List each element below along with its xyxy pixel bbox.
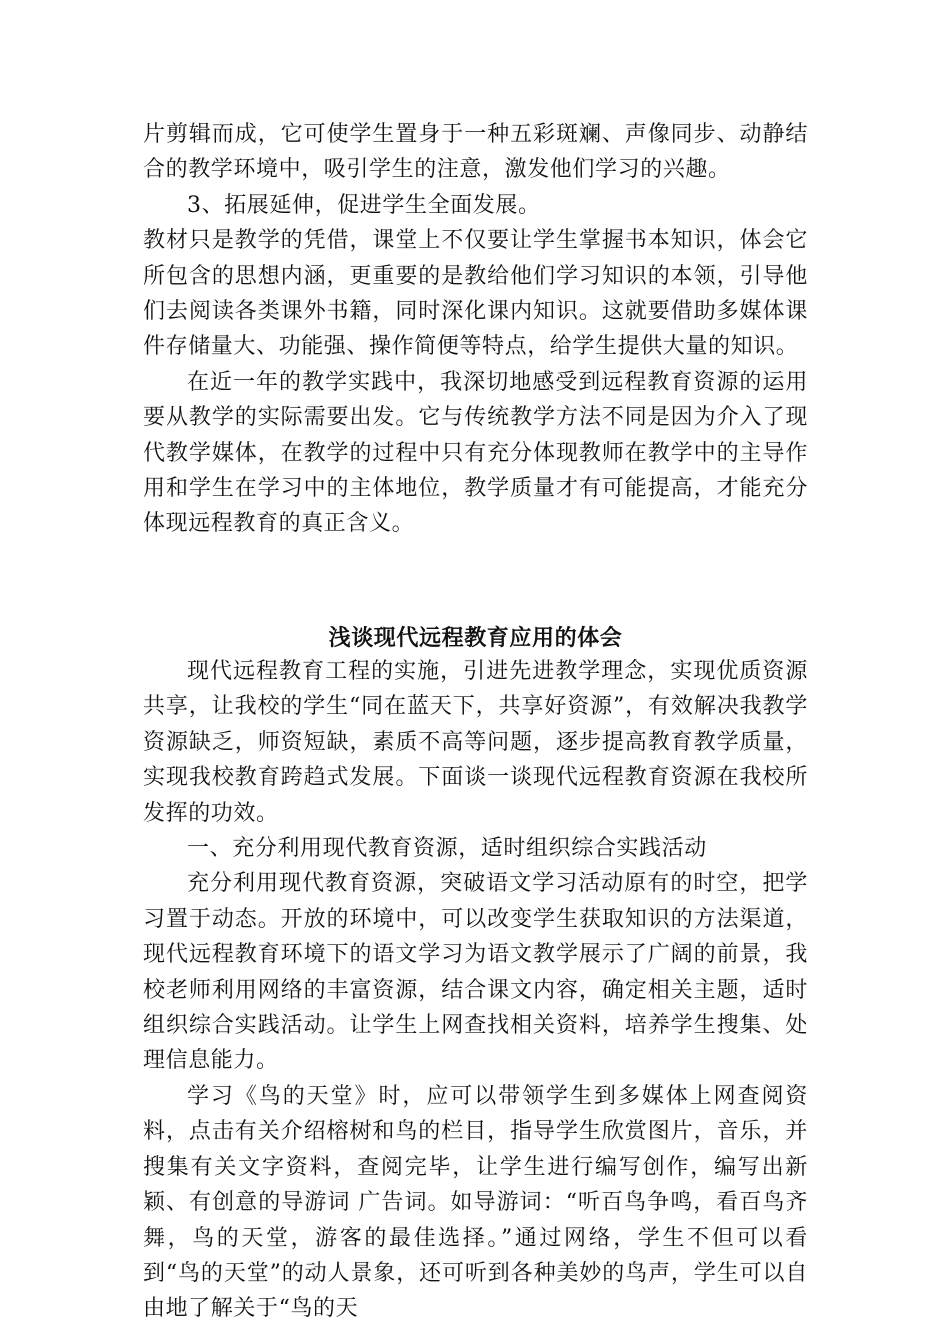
article-title: 浅谈现代远程教育应用的体会 <box>328 625 623 651</box>
previous-section-text <box>143 117 808 542</box>
paragraph-intro: 现代远程教育工程的实施，引进先进教学理念，实现优质资源共享，让我校的学生“同在蓝天下，共享好资源”，有效解决我教学资源缺乏，师资短缺，素质不高等问题，逐步提高教育教学质量，实现我校教育跨趋式发展。下面谈一谈现代远程教育资源在我校所发挥的功效。 <box>143 659 808 826</box>
paragraph-continued: 片剪辑而成，它可使学生置身于一种五彩斑斓、声像同步、动静结合的教学环境中，吸引学生的注意，激发他们学习的兴趣。 <box>143 122 808 183</box>
paragraph-resources: 充分利用现代教育资源，突破语文学习活动原有的时空，把学习置于动态。开放的环境中，可以改变学生获取知识的方法渠道，现代远程教育环境下的语文学习为语文教学展示了广阔的前景，我校老师利用网络的丰富资源，结合课文内容，确定相关主题，适时组织综合实践活动。让学生上网查找相关资料，培养学生搜集、处理信息能力。 <box>143 871 808 1074</box>
article-body <box>143 654 808 1327</box>
subheading-3: 3、拓展延伸，促进学生全面发展。 <box>187 192 541 218</box>
paragraph-example: 学习《鸟的天堂》时，应可以带领学生到多媒体上网查阅资料，点击有关介绍榕树和鸟的栏目，指导学生欣赏图片，音乐，并搜集有关文字资料，查阅完毕，让学生进行编写创作，编写出新颖、有创意的导游词 广告词。如导游词：“听百鸟争鸣，看百鸟齐舞，鸟的天堂，游客的最佳选择。”通过网络，学生不但可以看到“鸟的天堂”的动人景象，还可听到各种美妙的鸟声，学生可以自由地了解关于“鸟的天 <box>143 1083 808 1322</box>
section-heading-1: 一、充分利用现代教育资源，适时组织综合实践活动 <box>187 836 707 862</box>
paragraph-teaching-material: 教材只是教学的凭借，课堂上不仅要让学生掌握书本知识，体会它所包含的思想内涵，更重要的是教给他们学习知识的本领，引导他们去阅读各类课外书籍，同时深化课内知识。这就要借助多媒体课件存储量大、功能强、操作简便等特点，给学生提供大量的知识。 <box>143 228 808 360</box>
paragraph-teaching-practice: 在近一年的教学实践中，我深切地感受到远程教育资源的运用要从教学的实际需要出发。它与传统教学方法不同是因为介入了现代教学媒体，在教学的过程中只有充分体现教师在教学中的主导作用和学生在学习中的主体地位，教学质量才有可能提高，才能充分体现远程教育的真正含义。 <box>143 369 808 537</box>
